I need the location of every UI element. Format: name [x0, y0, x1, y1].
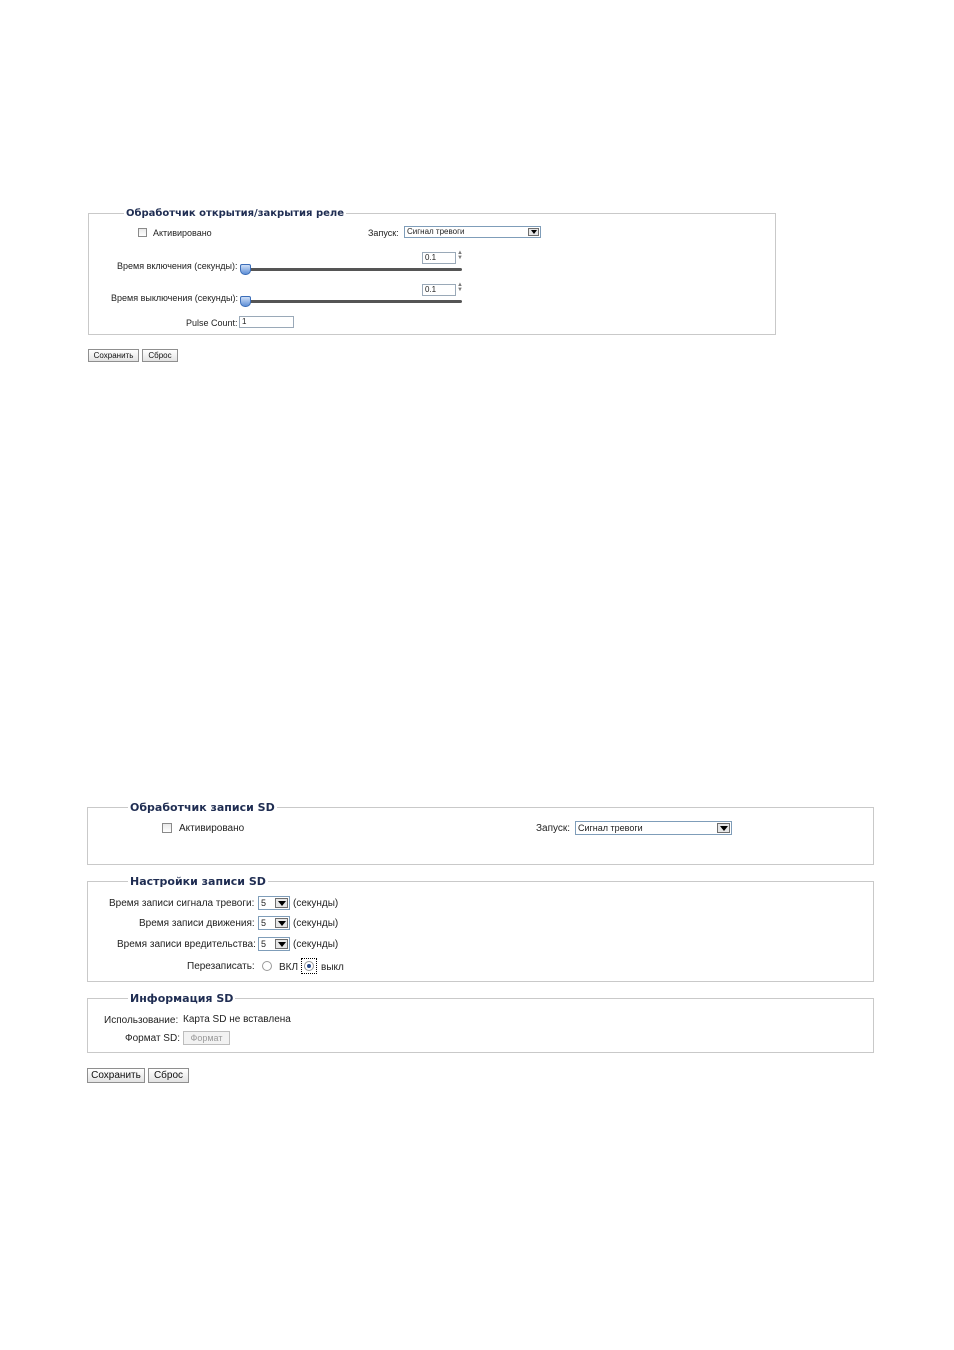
sd-trigger-value: Сигнал тревоги — [578, 823, 643, 833]
relay-off-time-input[interactable] — [422, 284, 456, 296]
sd-handler-panel — [87, 807, 874, 865]
chevron-down-icon[interactable] — [717, 823, 730, 833]
relay-pulse-count-value: 1 — [242, 317, 247, 326]
relay-activated-label: Активировано — [153, 228, 212, 238]
sd-trigger-label: Запуск: — [536, 823, 571, 834]
sd-trigger-select[interactable] — [575, 821, 732, 835]
alarm-record-time-label: Время записи сигнала тревоги: — [109, 898, 255, 909]
alarm-record-time-unit: (секунды) — [293, 898, 339, 909]
chevron-down-icon[interactable] — [528, 228, 539, 236]
overwrite-on-radio[interactable] — [262, 961, 272, 971]
relay-reset-button[interactable]: Сброс — [142, 349, 178, 362]
relay-on-time-slider-track[interactable] — [242, 268, 462, 271]
sd-activated-checkbox[interactable] — [162, 823, 172, 833]
relay-on-time-input[interactable] — [422, 252, 456, 264]
tamper-record-time-unit: (секунды) — [293, 939, 339, 950]
sd-format-label: Формат SD: — [125, 1033, 180, 1044]
relay-on-time-label: Время включения (секунды): — [117, 261, 238, 271]
sd-settings-title: Настройки записи SD — [130, 875, 266, 888]
alarm-record-time-select[interactable] — [258, 896, 290, 910]
relay-off-time-slider-thumb[interactable] — [240, 296, 251, 307]
motion-record-time-unit: (секунды) — [293, 918, 339, 929]
chevron-down-icon[interactable] — [275, 918, 288, 928]
tamper-record-time-select[interactable] — [258, 937, 290, 951]
sd-usage-value: Карта SD не вставлена — [183, 1014, 291, 1025]
chevron-down-icon[interactable] — [275, 939, 288, 949]
sd-info-title: Информация SD — [130, 992, 234, 1005]
relay-pulse-count-label: Pulse Count: — [186, 318, 238, 328]
relay-activated-checkbox[interactable] — [138, 228, 147, 237]
alarm-record-time-value: 5 — [261, 898, 267, 908]
relay-off-time-value: 0.1 — [425, 285, 437, 294]
relay-trigger-select[interactable] — [404, 226, 541, 238]
sd-activated-label: Активировано — [179, 823, 245, 834]
relay-on-time-slider-thumb[interactable] — [240, 264, 251, 275]
chevron-down-icon[interactable] — [275, 898, 288, 908]
relay-trigger-label: Запуск: — [368, 228, 399, 238]
tamper-record-time-value: 5 — [261, 939, 267, 949]
relay-on-time-value: 0.1 — [425, 253, 437, 262]
save-button[interactable]: Сохранить — [87, 1068, 145, 1083]
overwrite-on-label: ВКЛ — [279, 962, 299, 973]
motion-record-time-select[interactable] — [258, 916, 290, 930]
relay-pulse-count-input[interactable] — [239, 316, 294, 328]
motion-record-time-value: 5 — [261, 918, 267, 928]
sd-usage-label: Использование: — [104, 1015, 179, 1026]
relay-handler-title: Обработчик открытия/закрытия реле — [126, 208, 345, 219]
reset-button[interactable]: Сброс — [148, 1068, 189, 1083]
overwrite-off-label: выкл — [321, 962, 344, 973]
overwrite-label: Перезаписать: — [187, 961, 255, 972]
relay-off-time-slider-track[interactable] — [242, 300, 462, 303]
motion-record-time-label: Время записи движения: — [139, 918, 255, 929]
relay-trigger-value: Сигнал тревоги — [407, 227, 465, 236]
overwrite-off-radio[interactable] — [304, 961, 314, 971]
relay-off-time-label: Время выключения (секунды): — [111, 293, 238, 303]
tamper-record-time-label: Время записи вредительства: — [117, 939, 256, 950]
sd-format-button[interactable]: Формат — [183, 1031, 230, 1045]
relay-save-button[interactable]: Сохранить — [88, 349, 139, 362]
spinner-arrows-icon[interactable]: ▲ ▼ — [457, 250, 463, 261]
spinner-arrows-icon[interactable]: ▲ ▼ — [457, 282, 463, 293]
sd-handler-title: Обработчик записи SD — [130, 801, 275, 814]
